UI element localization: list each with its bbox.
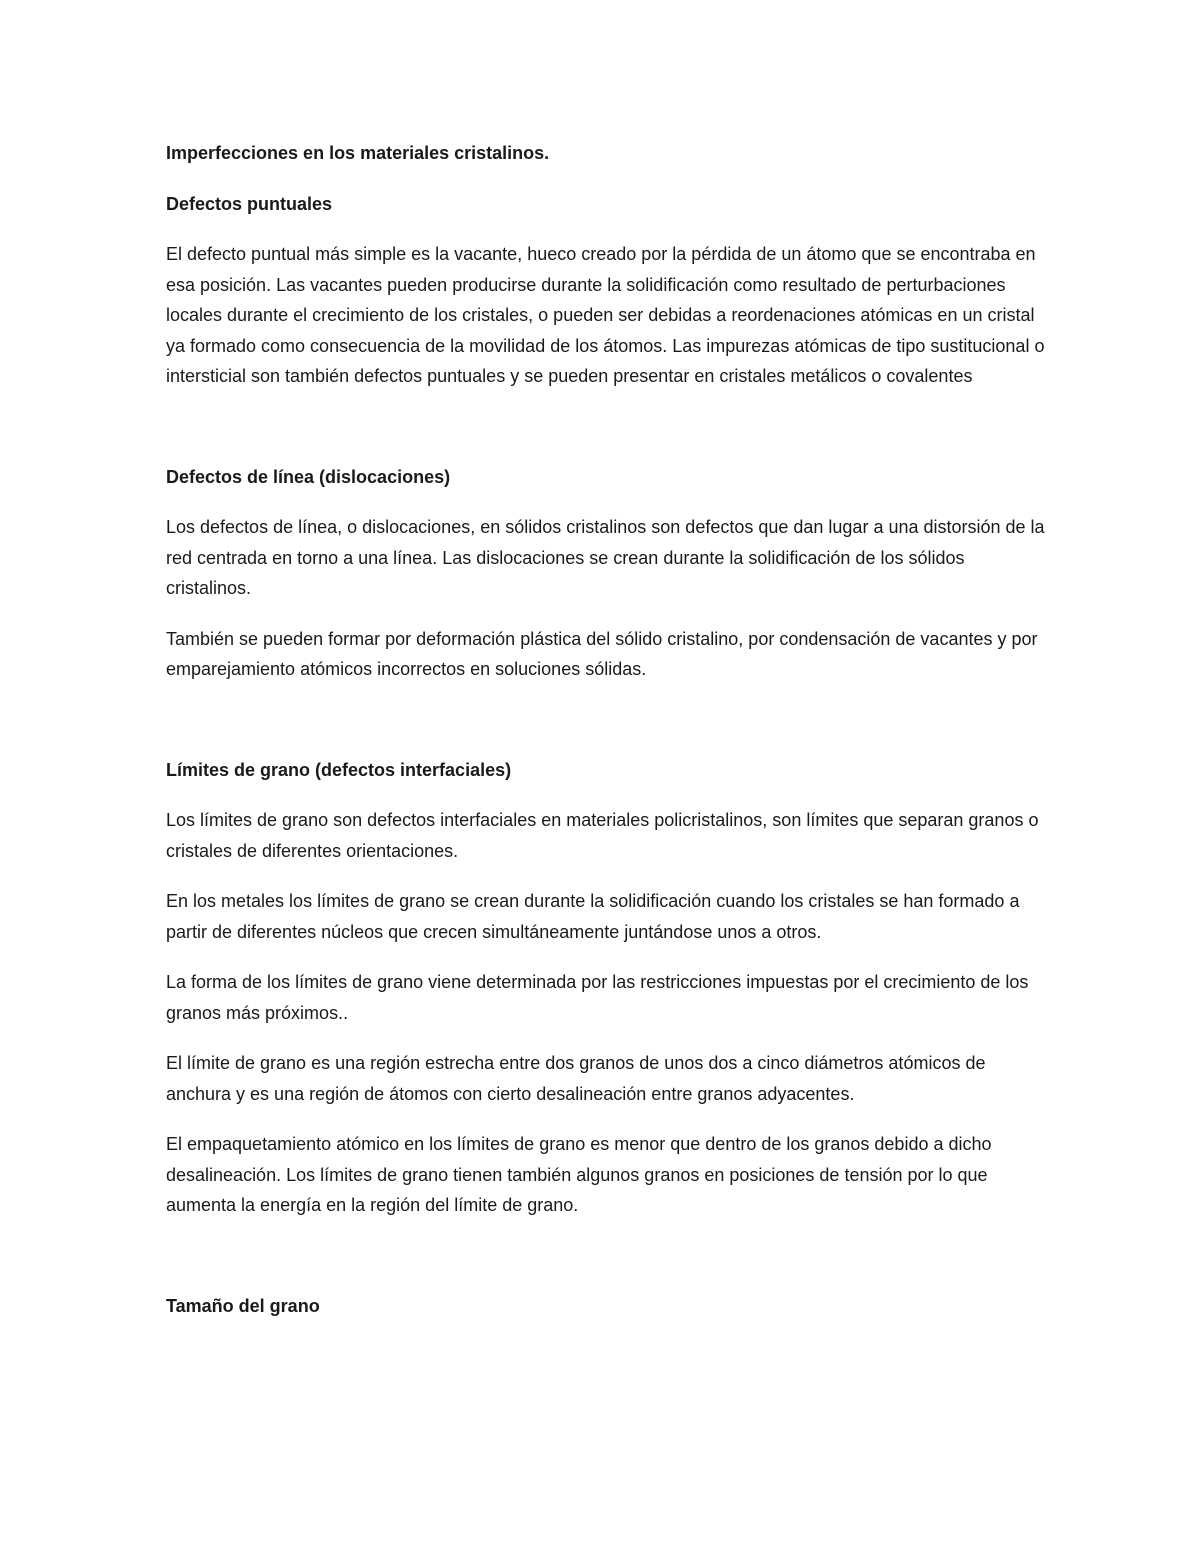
paragraph: Los límites de grano son defectos interfaciales en materiales policristalinos, son límites que separan granos o cristales de diferentes orientaciones. [166,810,1039,861]
document-body [166,138,1046,1341]
paragraph: En los metales los límites de grano se crean durante la solidificación cuando los cristales se han formado a partir de diferentes núcleos que crecen simultáneamente juntándose unos a otros. [166,891,1020,942]
section-spacer [166,1241,1046,1291]
section-spacer [166,705,1046,755]
paragraph: También se pueden formar por deformación plástica del sólido cristalino, por condensación de vacantes y por emparejamiento atómicos incorrectos en soluciones sólidas. [166,628,1038,679]
section-heading-defectos-de-linea: Defectos de línea (dislocaciones) [166,466,451,487]
section-heading-defectos-puntuales: Defectos puntuales [166,193,333,214]
paragraph: La forma de los límites de grano viene determinada por las restricciones impuestas por el crecimiento de los granos más próximos.. [166,972,1029,1023]
document-title: Imperfecciones en los materiales cristalinos. [166,143,550,163]
section-heading-limites-de-grano: Límites de grano (defectos interfaciales) [166,759,512,780]
section-spacer [166,412,1046,462]
paragraph: El límite de grano es una región estrecha entre dos granos de unos dos a cinco diámetros atómicos de anchura y es una región de átomos con cierto desalineación entre granos adyacentes. [166,1053,986,1104]
paragraph: El defecto puntual más simple es la vacante, hueco creado por la pérdida de un átomo que se encontraba en esa posición. Las vacantes pueden producirse durante la solidificación como resultado de perturbaciones locales durante el crecimiento de los cristales, o pueden ser debidas a reordenaciones atómicas en un cristal ya formado como consecuencia de la movilidad de los átomos. Las impurezas atómicas de tipo sustitucional o intersticial son también defectos puntuales y se pueden presentar en cristales metálicos o covalentes [166,244,1045,386]
paragraph: Los defectos de línea, o dislocaciones, en sólidos cristalinos son defectos que dan lugar a una distorsión de la red centrada en torno a una línea. Las dislocaciones se crean durante la solidificación de los sólidos cristalinos. [166,517,1045,598]
section-heading-tamano-del-grano: Tamaño del grano [166,1295,320,1316]
paragraph: El empaquetamiento atómico en los límites de grano es menor que dentro de los granos debido a dicho desalineación. Los límites de grano tienen también algunos granos en posiciones de tensión por lo que aumenta la energía en la región del límite de grano. [166,1134,992,1215]
